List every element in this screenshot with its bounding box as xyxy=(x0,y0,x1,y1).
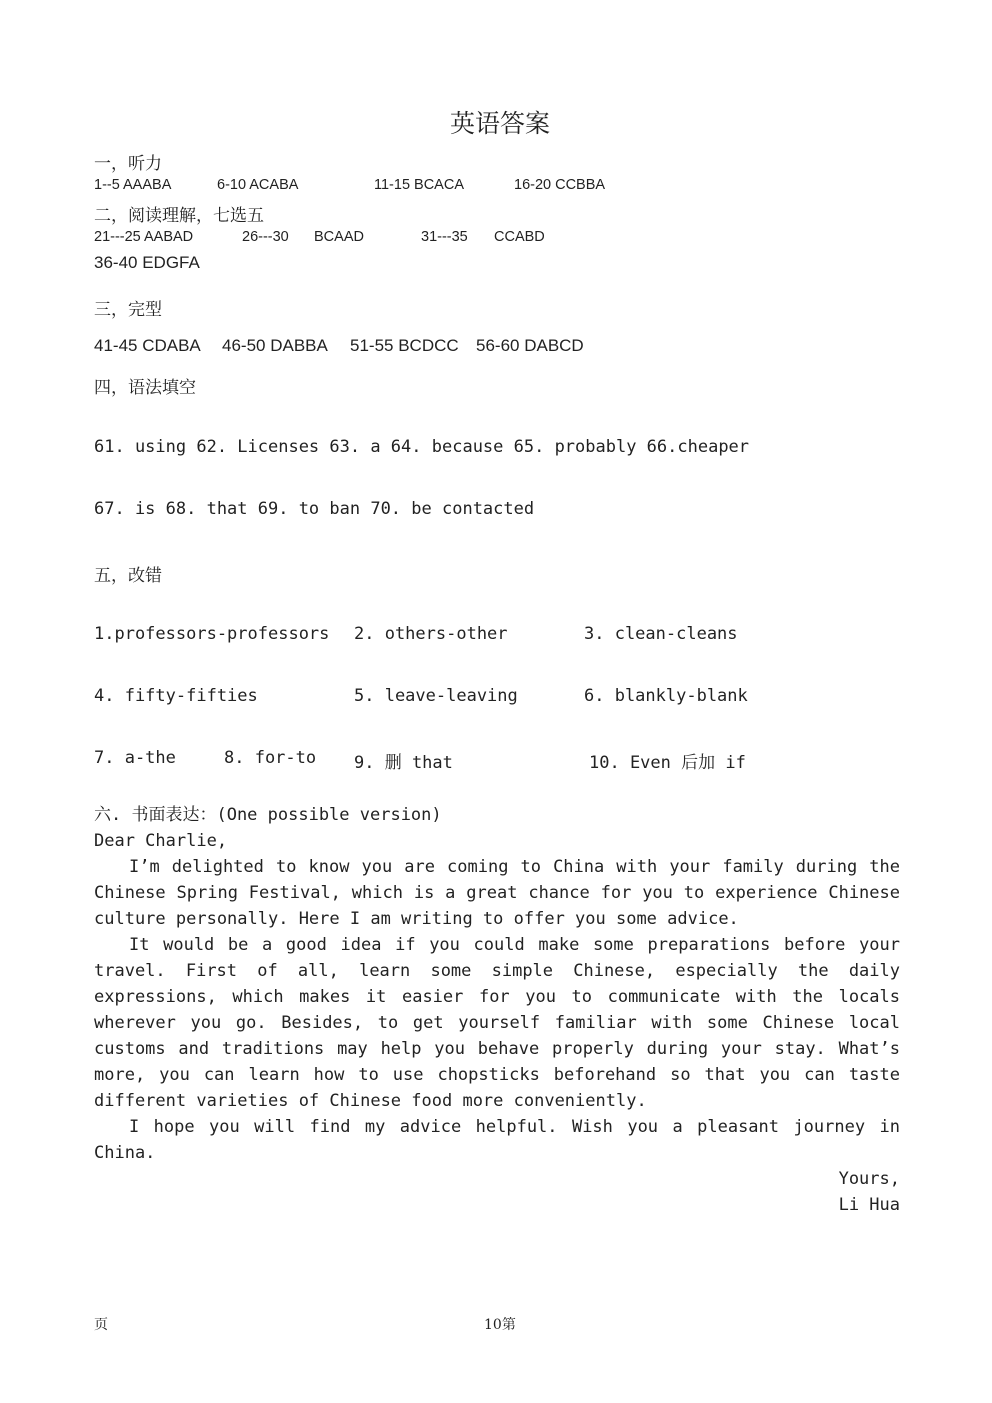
correction-item-6: 6. blankly-blank xyxy=(584,686,748,706)
cloze-heading: 三，完型 xyxy=(94,300,162,320)
letter-salutation: Dear Charlie, xyxy=(94,831,228,851)
grammar-heading: 四，语法填空 xyxy=(94,378,196,398)
correction-item-7: 7. a-the xyxy=(94,748,176,768)
correction-item-2: 2. others-other xyxy=(354,624,508,644)
correction-item-3: 3. clean-cleans xyxy=(584,624,738,644)
cloze-answer-1: 41-45 CDABA xyxy=(94,336,201,355)
letter-paragraph-2: It would be a good idea if you could make some preparations before your travel. First of all, learn some simple Chinese, especially the daily expressions, which makes it easier for you to communicate with the locals wherever you go. Besides, to get yourself familiar with some Chinese local customs and traditions may help you behave properly during your stay. What’s more, you can learn how to use chopsticks beforehand so that you can taste different varieties of Chinese food more conveniently. xyxy=(94,935,900,1111)
correction-item-5: 5. leave-leaving xyxy=(354,686,518,706)
writing-section xyxy=(94,802,900,1218)
cloze-answer-2: 46-50 DABBA xyxy=(222,336,328,355)
grammar-answers-line-1: 61. using 62. Licenses 63. a 64. because 65. probably 66.cheaper xyxy=(94,437,750,457)
letter-paragraph-1: I’m delighted to know you are coming to China with your family during the Chinese Spring Festival, which is a great chance for you to experience Chinese culture personally. Here I am writing to offer you some advice. xyxy=(94,857,900,929)
correction-item-9: 9. 删 that xyxy=(354,753,453,773)
cloze-answer-4: 56-60 DABCD xyxy=(476,336,584,355)
correction-item-8: 8. for-to xyxy=(224,748,317,768)
writing-heading: 六. 书面表达：(One possible version) xyxy=(94,805,442,825)
listening-answer-3: 11-15 BCACA xyxy=(374,177,464,193)
listening-heading: 一，听力 xyxy=(94,154,162,174)
correction-item-10: 10. Even 后加 if xyxy=(589,753,746,773)
reading-answer-1: 21---25 AABAD xyxy=(94,229,194,245)
correction-heading: 五，改错 xyxy=(94,566,162,586)
letter-signature: Li Hua xyxy=(838,1195,900,1215)
listening-answer-4: 16-20 CCBBA xyxy=(514,177,606,193)
reading-answer-2-range: 26---30 xyxy=(242,229,289,245)
reading-answer-2: BCAAD xyxy=(314,229,364,245)
footer-left: 页 xyxy=(94,1317,108,1333)
correction-item-4: 4. fifty-fifties xyxy=(94,686,258,706)
reading-heading: 二，阅读理解，七选五 xyxy=(94,206,264,226)
page-title: 英语答案 xyxy=(449,109,550,138)
cloze-answer-3: 51-55 BCDCC xyxy=(350,336,459,355)
reading-answer-3-range: 31---35 xyxy=(421,229,468,245)
seven-five-answer: 36-40 EDGFA xyxy=(94,253,200,272)
letter-paragraph-3: I hope you will find my advice helpful. Wish you a pleasant journey in China. xyxy=(94,1117,900,1163)
letter-closing: Yours, xyxy=(838,1169,900,1189)
grammar-answers-line-2: 67. is 68. that 69. to ban 70. be contacted xyxy=(94,499,535,519)
listening-answer-1: 1--5 AAABA xyxy=(94,177,172,193)
listening-answer-2: 6-10 ACABA xyxy=(217,177,299,193)
reading-answer-3: CCABD xyxy=(494,229,545,245)
correction-item-1: 1.professors-professors xyxy=(94,624,330,644)
page-number: 10第 xyxy=(484,1317,516,1333)
